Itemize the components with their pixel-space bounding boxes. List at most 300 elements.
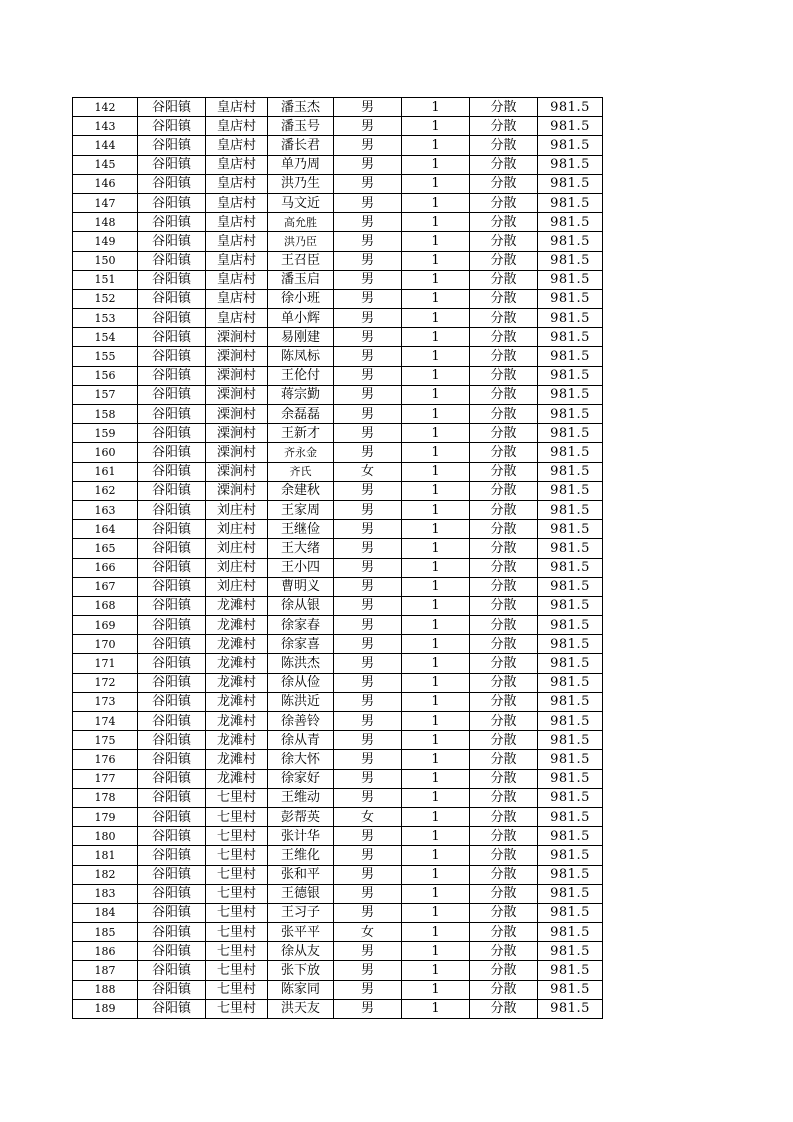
row-number-cell: 184 xyxy=(73,903,138,922)
village-cell: 皇店村 xyxy=(206,98,268,117)
amount-cell: 981.5 xyxy=(538,999,603,1018)
support-type-cell: 分散 xyxy=(470,366,538,385)
sex-cell: 男 xyxy=(334,424,402,443)
row-number-cell: 175 xyxy=(73,731,138,750)
sex-cell: 男 xyxy=(334,712,402,731)
table-row xyxy=(73,673,603,692)
sex-cell: 男 xyxy=(334,942,402,961)
village-cell: 皇店村 xyxy=(206,193,268,212)
row-number-cell: 154 xyxy=(73,328,138,347)
count-cell: 1 xyxy=(402,539,470,558)
town-cell: 谷阳镇 xyxy=(138,232,206,251)
name-cell: 徐大怀 xyxy=(268,750,334,769)
sex-cell: 男 xyxy=(334,289,402,308)
support-type-cell: 分散 xyxy=(470,539,538,558)
amount-cell: 981.5 xyxy=(538,596,603,615)
sex-cell: 男 xyxy=(334,616,402,635)
amount-cell: 981.5 xyxy=(538,884,603,903)
name-cell: 陈洪杰 xyxy=(268,654,334,673)
support-type-cell: 分散 xyxy=(470,712,538,731)
sex-cell: 男 xyxy=(334,558,402,577)
table-row xyxy=(73,558,603,577)
town-cell: 谷阳镇 xyxy=(138,328,206,347)
count-cell: 1 xyxy=(402,309,470,328)
table-body xyxy=(73,98,603,1019)
name-cell: 张下放 xyxy=(268,961,334,980)
row-number-cell: 156 xyxy=(73,366,138,385)
count-cell: 1 xyxy=(402,289,470,308)
table-row xyxy=(73,232,603,251)
town-cell: 谷阳镇 xyxy=(138,347,206,366)
table-row xyxy=(73,309,603,328)
amount-cell: 981.5 xyxy=(538,481,603,500)
count-cell: 1 xyxy=(402,827,470,846)
name-cell: 徐从友 xyxy=(268,942,334,961)
row-number-cell: 146 xyxy=(73,174,138,193)
town-cell: 谷阳镇 xyxy=(138,462,206,481)
town-cell: 谷阳镇 xyxy=(138,520,206,539)
support-type-cell: 分散 xyxy=(470,174,538,193)
support-type-cell: 分散 xyxy=(470,193,538,212)
support-type-cell: 分散 xyxy=(470,251,538,270)
count-cell: 1 xyxy=(402,635,470,654)
count-cell: 1 xyxy=(402,251,470,270)
town-cell: 谷阳镇 xyxy=(138,654,206,673)
support-type-cell: 分散 xyxy=(470,903,538,922)
row-number-cell: 174 xyxy=(73,712,138,731)
sex-cell: 女 xyxy=(334,923,402,942)
row-number-cell: 162 xyxy=(73,481,138,500)
amount-cell: 981.5 xyxy=(538,405,603,424)
row-number-cell: 151 xyxy=(73,270,138,289)
count-cell: 1 xyxy=(402,558,470,577)
village-cell: 皇店村 xyxy=(206,270,268,289)
amount-cell: 981.5 xyxy=(538,155,603,174)
count-cell: 1 xyxy=(402,366,470,385)
amount-cell: 981.5 xyxy=(538,174,603,193)
town-cell: 谷阳镇 xyxy=(138,193,206,212)
sex-cell: 男 xyxy=(334,769,402,788)
table-row xyxy=(73,846,603,865)
table-row xyxy=(73,731,603,750)
support-type-cell: 分散 xyxy=(470,961,538,980)
support-type-cell: 分散 xyxy=(470,309,538,328)
town-cell: 谷阳镇 xyxy=(138,481,206,500)
row-number-cell: 165 xyxy=(73,539,138,558)
table-row xyxy=(73,520,603,539)
village-cell: 溧涧村 xyxy=(206,405,268,424)
village-cell: 龙滩村 xyxy=(206,692,268,711)
name-cell: 洪乃臣 xyxy=(268,232,334,251)
amount-cell: 981.5 xyxy=(538,750,603,769)
village-cell: 七里村 xyxy=(206,980,268,999)
table-row xyxy=(73,405,603,424)
support-type-cell: 分散 xyxy=(470,846,538,865)
village-cell: 龙滩村 xyxy=(206,596,268,615)
town-cell: 谷阳镇 xyxy=(138,596,206,615)
town-cell: 谷阳镇 xyxy=(138,884,206,903)
count-cell: 1 xyxy=(402,328,470,347)
village-cell: 龙滩村 xyxy=(206,769,268,788)
sex-cell: 男 xyxy=(334,654,402,673)
town-cell: 谷阳镇 xyxy=(138,769,206,788)
amount-cell: 981.5 xyxy=(538,520,603,539)
village-cell: 皇店村 xyxy=(206,309,268,328)
row-number-cell: 179 xyxy=(73,807,138,826)
row-number-cell: 170 xyxy=(73,635,138,654)
table-row xyxy=(73,539,603,558)
table-row xyxy=(73,923,603,942)
town-cell: 谷阳镇 xyxy=(138,213,206,232)
sex-cell: 男 xyxy=(334,174,402,193)
support-type-cell: 分散 xyxy=(470,865,538,884)
support-type-cell: 分散 xyxy=(470,884,538,903)
name-cell: 张平平 xyxy=(268,923,334,942)
count-cell: 1 xyxy=(402,443,470,462)
sex-cell: 男 xyxy=(334,884,402,903)
sex-cell: 男 xyxy=(334,980,402,999)
support-type-cell: 分散 xyxy=(470,98,538,117)
table-row xyxy=(73,251,603,270)
table-row xyxy=(73,136,603,155)
town-cell: 谷阳镇 xyxy=(138,98,206,117)
sex-cell: 男 xyxy=(334,788,402,807)
village-cell: 龙滩村 xyxy=(206,635,268,654)
support-type-cell: 分散 xyxy=(470,558,538,577)
name-cell: 蒋宗勤 xyxy=(268,385,334,404)
village-cell: 皇店村 xyxy=(206,174,268,193)
village-cell: 七里村 xyxy=(206,942,268,961)
sex-cell: 男 xyxy=(334,500,402,519)
table-row xyxy=(73,999,603,1018)
support-type-cell: 分散 xyxy=(470,155,538,174)
support-type-cell: 分散 xyxy=(470,731,538,750)
sex-cell: 男 xyxy=(334,865,402,884)
amount-cell: 981.5 xyxy=(538,270,603,289)
row-number-cell: 181 xyxy=(73,846,138,865)
town-cell: 谷阳镇 xyxy=(138,424,206,443)
town-cell: 谷阳镇 xyxy=(138,443,206,462)
table-row xyxy=(73,961,603,980)
village-cell: 溧涧村 xyxy=(206,462,268,481)
table-row xyxy=(73,577,603,596)
table-row xyxy=(73,788,603,807)
name-cell: 陈家同 xyxy=(268,980,334,999)
village-cell: 皇店村 xyxy=(206,117,268,136)
town-cell: 谷阳镇 xyxy=(138,692,206,711)
count-cell: 1 xyxy=(402,884,470,903)
sex-cell: 男 xyxy=(334,328,402,347)
row-number-cell: 182 xyxy=(73,865,138,884)
count-cell: 1 xyxy=(402,769,470,788)
count-cell: 1 xyxy=(402,865,470,884)
town-cell: 谷阳镇 xyxy=(138,903,206,922)
support-type-cell: 分散 xyxy=(470,942,538,961)
town-cell: 谷阳镇 xyxy=(138,385,206,404)
row-number-cell: 153 xyxy=(73,309,138,328)
support-type-cell: 分散 xyxy=(470,213,538,232)
village-cell: 溧涧村 xyxy=(206,347,268,366)
village-cell: 七里村 xyxy=(206,788,268,807)
support-type-cell: 分散 xyxy=(470,385,538,404)
support-type-cell: 分散 xyxy=(470,424,538,443)
village-cell: 皇店村 xyxy=(206,289,268,308)
sex-cell: 男 xyxy=(334,347,402,366)
table-row xyxy=(73,193,603,212)
support-type-cell: 分散 xyxy=(470,405,538,424)
amount-cell: 981.5 xyxy=(538,635,603,654)
town-cell: 谷阳镇 xyxy=(138,673,206,692)
table-row xyxy=(73,827,603,846)
sex-cell: 男 xyxy=(334,443,402,462)
name-cell: 高允胜 xyxy=(268,213,334,232)
count-cell: 1 xyxy=(402,385,470,404)
sex-cell: 女 xyxy=(334,462,402,481)
row-number-cell: 144 xyxy=(73,136,138,155)
row-number-cell: 180 xyxy=(73,827,138,846)
amount-cell: 981.5 xyxy=(538,692,603,711)
village-cell: 龙滩村 xyxy=(206,750,268,769)
town-cell: 谷阳镇 xyxy=(138,827,206,846)
sex-cell: 男 xyxy=(334,635,402,654)
sex-cell: 男 xyxy=(334,117,402,136)
table-row xyxy=(73,385,603,404)
village-cell: 龙滩村 xyxy=(206,731,268,750)
table-row xyxy=(73,769,603,788)
row-number-cell: 143 xyxy=(73,117,138,136)
sex-cell: 男 xyxy=(334,999,402,1018)
table-row xyxy=(73,347,603,366)
count-cell: 1 xyxy=(402,347,470,366)
table-row xyxy=(73,443,603,462)
name-cell: 陈洪近 xyxy=(268,692,334,711)
name-cell: 潘长君 xyxy=(268,136,334,155)
sex-cell: 男 xyxy=(334,366,402,385)
support-type-cell: 分散 xyxy=(470,117,538,136)
town-cell: 谷阳镇 xyxy=(138,750,206,769)
name-cell: 余建秋 xyxy=(268,481,334,500)
village-cell: 七里村 xyxy=(206,846,268,865)
amount-cell: 981.5 xyxy=(538,136,603,155)
support-type-cell: 分散 xyxy=(470,232,538,251)
village-cell: 皇店村 xyxy=(206,136,268,155)
table-row xyxy=(73,884,603,903)
table-row xyxy=(73,654,603,673)
count-cell: 1 xyxy=(402,193,470,212)
count-cell: 1 xyxy=(402,174,470,193)
table-row xyxy=(73,635,603,654)
table-row xyxy=(73,289,603,308)
count-cell: 1 xyxy=(402,961,470,980)
row-number-cell: 164 xyxy=(73,520,138,539)
row-number-cell: 158 xyxy=(73,405,138,424)
amount-cell: 981.5 xyxy=(538,366,603,385)
row-number-cell: 188 xyxy=(73,980,138,999)
table-row xyxy=(73,213,603,232)
table-row xyxy=(73,616,603,635)
table-row xyxy=(73,328,603,347)
table-row xyxy=(73,750,603,769)
name-cell: 王维动 xyxy=(268,788,334,807)
village-cell: 七里村 xyxy=(206,807,268,826)
count-cell: 1 xyxy=(402,999,470,1018)
amount-cell: 981.5 xyxy=(538,462,603,481)
amount-cell: 981.5 xyxy=(538,558,603,577)
amount-cell: 981.5 xyxy=(538,232,603,251)
support-type-cell: 分散 xyxy=(470,923,538,942)
name-cell: 徐从俭 xyxy=(268,673,334,692)
row-number-cell: 152 xyxy=(73,289,138,308)
sex-cell: 男 xyxy=(334,827,402,846)
sex-cell: 男 xyxy=(334,961,402,980)
village-cell: 皇店村 xyxy=(206,213,268,232)
row-number-cell: 159 xyxy=(73,424,138,443)
amount-cell: 981.5 xyxy=(538,846,603,865)
village-cell: 刘庄村 xyxy=(206,558,268,577)
amount-cell: 981.5 xyxy=(538,500,603,519)
support-type-cell: 分散 xyxy=(470,328,538,347)
name-cell: 齐氏 xyxy=(268,462,334,481)
support-type-cell: 分散 xyxy=(470,807,538,826)
sex-cell: 男 xyxy=(334,577,402,596)
sex-cell: 男 xyxy=(334,251,402,270)
support-type-cell: 分散 xyxy=(470,462,538,481)
row-number-cell: 163 xyxy=(73,500,138,519)
support-type-cell: 分散 xyxy=(470,635,538,654)
amount-cell: 981.5 xyxy=(538,673,603,692)
name-cell: 潘玉启 xyxy=(268,270,334,289)
town-cell: 谷阳镇 xyxy=(138,500,206,519)
amount-cell: 981.5 xyxy=(538,347,603,366)
support-type-cell: 分散 xyxy=(470,654,538,673)
town-cell: 谷阳镇 xyxy=(138,155,206,174)
support-type-cell: 分散 xyxy=(470,136,538,155)
town-cell: 谷阳镇 xyxy=(138,405,206,424)
support-type-cell: 分散 xyxy=(470,788,538,807)
row-number-cell: 142 xyxy=(73,98,138,117)
village-cell: 龙滩村 xyxy=(206,654,268,673)
table-row xyxy=(73,424,603,443)
row-number-cell: 148 xyxy=(73,213,138,232)
row-number-cell: 145 xyxy=(73,155,138,174)
village-cell: 龙滩村 xyxy=(206,616,268,635)
table-row xyxy=(73,903,603,922)
name-cell: 洪天友 xyxy=(268,999,334,1018)
amount-cell: 981.5 xyxy=(538,424,603,443)
row-number-cell: 167 xyxy=(73,577,138,596)
town-cell: 谷阳镇 xyxy=(138,539,206,558)
village-cell: 龙滩村 xyxy=(206,673,268,692)
name-cell: 王伦付 xyxy=(268,366,334,385)
village-cell: 溧涧村 xyxy=(206,366,268,385)
name-cell: 徐家春 xyxy=(268,616,334,635)
table-row xyxy=(73,481,603,500)
row-number-cell: 169 xyxy=(73,616,138,635)
support-type-cell: 分散 xyxy=(470,289,538,308)
count-cell: 1 xyxy=(402,788,470,807)
village-cell: 皇店村 xyxy=(206,251,268,270)
amount-cell: 981.5 xyxy=(538,923,603,942)
amount-cell: 981.5 xyxy=(538,289,603,308)
support-type-cell: 分散 xyxy=(470,769,538,788)
support-type-cell: 分散 xyxy=(470,596,538,615)
count-cell: 1 xyxy=(402,500,470,519)
town-cell: 谷阳镇 xyxy=(138,289,206,308)
name-cell: 王大绪 xyxy=(268,539,334,558)
town-cell: 谷阳镇 xyxy=(138,635,206,654)
table-row xyxy=(73,270,603,289)
amount-cell: 981.5 xyxy=(538,903,603,922)
sex-cell: 女 xyxy=(334,807,402,826)
sex-cell: 男 xyxy=(334,750,402,769)
name-cell: 王德银 xyxy=(268,884,334,903)
support-type-cell: 分散 xyxy=(470,999,538,1018)
count-cell: 1 xyxy=(402,577,470,596)
village-cell: 刘庄村 xyxy=(206,520,268,539)
town-cell: 谷阳镇 xyxy=(138,251,206,270)
name-cell: 王习子 xyxy=(268,903,334,922)
table-row xyxy=(73,942,603,961)
name-cell: 王召臣 xyxy=(268,251,334,270)
name-cell: 徐善铃 xyxy=(268,712,334,731)
town-cell: 谷阳镇 xyxy=(138,577,206,596)
name-cell: 王继俭 xyxy=(268,520,334,539)
count-cell: 1 xyxy=(402,846,470,865)
count-cell: 1 xyxy=(402,750,470,769)
amount-cell: 981.5 xyxy=(538,961,603,980)
amount-cell: 981.5 xyxy=(538,117,603,136)
amount-cell: 981.5 xyxy=(538,616,603,635)
amount-cell: 981.5 xyxy=(538,309,603,328)
amount-cell: 981.5 xyxy=(538,577,603,596)
village-cell: 溧涧村 xyxy=(206,328,268,347)
name-cell: 易刚建 xyxy=(268,328,334,347)
row-number-cell: 168 xyxy=(73,596,138,615)
amount-cell: 981.5 xyxy=(538,443,603,462)
village-cell: 七里村 xyxy=(206,961,268,980)
village-cell: 皇店村 xyxy=(206,232,268,251)
amount-cell: 981.5 xyxy=(538,251,603,270)
support-type-cell: 分散 xyxy=(470,270,538,289)
town-cell: 谷阳镇 xyxy=(138,616,206,635)
count-cell: 1 xyxy=(402,155,470,174)
table-row xyxy=(73,596,603,615)
support-type-cell: 分散 xyxy=(470,443,538,462)
name-cell: 徐小班 xyxy=(268,289,334,308)
amount-cell: 981.5 xyxy=(538,213,603,232)
support-type-cell: 分散 xyxy=(470,827,538,846)
sex-cell: 男 xyxy=(334,520,402,539)
town-cell: 谷阳镇 xyxy=(138,942,206,961)
row-number-cell: 161 xyxy=(73,462,138,481)
amount-cell: 981.5 xyxy=(538,98,603,117)
name-cell: 余磊磊 xyxy=(268,405,334,424)
amount-cell: 981.5 xyxy=(538,328,603,347)
support-type-cell: 分散 xyxy=(470,692,538,711)
name-cell: 单小辉 xyxy=(268,309,334,328)
sex-cell: 男 xyxy=(334,731,402,750)
village-cell: 刘庄村 xyxy=(206,577,268,596)
name-cell: 陈凤标 xyxy=(268,347,334,366)
support-type-cell: 分散 xyxy=(470,577,538,596)
amount-cell: 981.5 xyxy=(538,539,603,558)
row-number-cell: 157 xyxy=(73,385,138,404)
sex-cell: 男 xyxy=(334,596,402,615)
row-number-cell: 178 xyxy=(73,788,138,807)
count-cell: 1 xyxy=(402,405,470,424)
table-row xyxy=(73,366,603,385)
sex-cell: 男 xyxy=(334,405,402,424)
